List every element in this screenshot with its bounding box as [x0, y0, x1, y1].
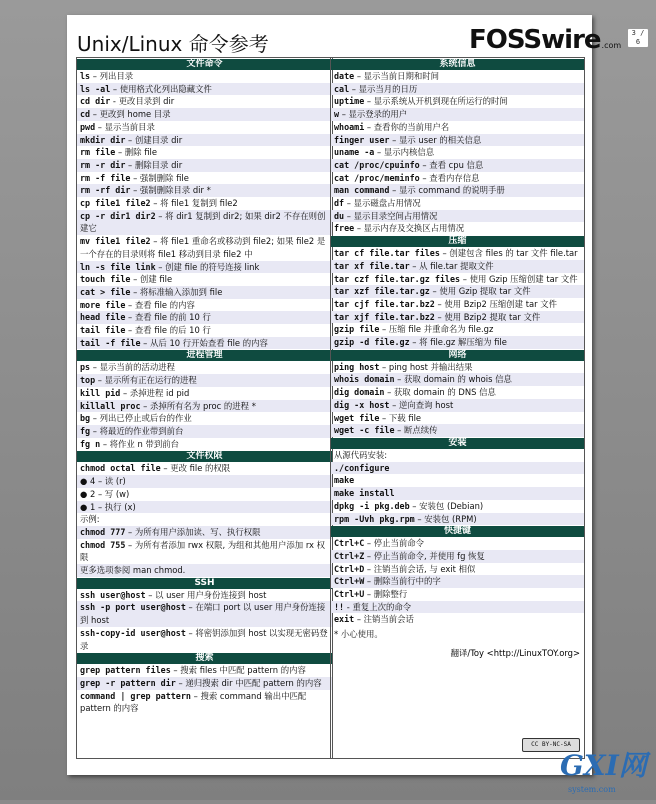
- command-text: rm -f file: [80, 172, 131, 183]
- section-header: 网络: [331, 350, 584, 361]
- section-header: SSH: [77, 578, 332, 589]
- command-text: top: [80, 375, 96, 386]
- command-row: [77, 627, 332, 652]
- command-description: – ping host 并输出结果: [379, 361, 473, 372]
- command-row: [77, 425, 332, 438]
- command-text: whois domain: [334, 374, 395, 385]
- command-description: – 在端口 port 以 user 用户身份连接到 host: [80, 602, 326, 626]
- section-rows: [77, 70, 332, 349]
- command-text: dpkg -i pkg.deb: [334, 500, 410, 511]
- command-row: [331, 70, 584, 83]
- command-row: [331, 613, 584, 626]
- command-description: – 显示内存及交换区占用情况: [354, 223, 465, 234]
- brand-name: FOSSwire: [469, 25, 601, 55]
- command-text: man command: [334, 185, 390, 196]
- command-description: – 从 file.tar 提取文件: [409, 260, 494, 271]
- command-description: - 更改目录到 dir: [110, 96, 175, 107]
- section-header: 系统信息: [331, 59, 584, 70]
- command-description: – 将 dir1 复制到 dir2; 如果 dir2 不存在则创建它: [80, 210, 326, 234]
- command-row: [77, 462, 332, 475]
- page-indicator[interactable]: 3 / 6: [627, 28, 649, 48]
- command-description: – 查看你的当前用户名: [364, 121, 450, 132]
- command-description: – 注销当前会话, 与 exit 相似: [364, 563, 476, 574]
- command-description: – 使用 Gzip 提取 tar 文件: [429, 286, 531, 297]
- command-description: – 以 user 用户身份连接到 host: [145, 589, 267, 600]
- command-row: [77, 664, 332, 677]
- command-row: [331, 537, 584, 550]
- command-text: chmod octal file: [80, 463, 161, 474]
- command-description: – 使用格式化列出隐藏文件: [110, 83, 212, 94]
- command-description: – 查看 file 的前 10 行: [125, 312, 211, 323]
- command-text: du: [334, 210, 345, 221]
- command-description: – 使用 Bzip2 压缩创建 tar 文件: [434, 298, 557, 309]
- command-description: – 逆向查询 host: [389, 399, 454, 410]
- command-description: – 查看内存信息: [419, 172, 480, 183]
- section-header: 快捷键: [331, 526, 584, 537]
- command-row: [77, 690, 332, 715]
- command-text: Ctrl+D: [334, 563, 365, 574]
- command-row: [331, 449, 584, 462]
- command-description: – 将 file.gz 解压缩为 file: [409, 337, 507, 348]
- command-row: [77, 261, 332, 274]
- command-row: [77, 299, 332, 312]
- command-text: tar cf file.tar files: [334, 248, 440, 259]
- command-row: [331, 563, 584, 576]
- command-row: [77, 235, 332, 260]
- command-row: [77, 146, 332, 159]
- command-description: – 显示 command 的说明手册: [389, 185, 505, 196]
- command-description: – 更改 file 的权限: [160, 463, 231, 474]
- command-description: – 列出目录: [90, 71, 134, 81]
- command-row: [331, 373, 584, 386]
- command-description: – 显示 user 的相关信息: [389, 134, 482, 145]
- command-row: [77, 513, 332, 526]
- command-text: bg: [80, 413, 91, 424]
- command-text: fg: [80, 425, 91, 436]
- command-text: dig domain: [334, 387, 385, 398]
- command-description: – 搜索 files 中匹配 pattern 的内容: [170, 665, 306, 676]
- command-description: – 创建 file 的符号连接 link: [155, 261, 260, 272]
- command-row: [77, 184, 332, 197]
- command-description: – 安装包 (Debian): [409, 500, 484, 511]
- command-description: – 将标准输入添加到 file: [130, 286, 223, 297]
- section-rows: [331, 361, 584, 437]
- command-description: – 使用 Gzip 压缩创建 tar 文件: [460, 273, 578, 284]
- command-description: ● 2 – 写 (w): [80, 488, 130, 499]
- command-text: Ctrl+U: [334, 589, 365, 600]
- command-description: – 显示登录的用户: [339, 109, 408, 120]
- command-row: [77, 589, 332, 602]
- command-row: [77, 539, 332, 564]
- command-text: ssh -p port user@host: [80, 602, 186, 613]
- command-row: [77, 210, 332, 235]
- brand-logo: [469, 25, 621, 55]
- command-row: [331, 222, 584, 235]
- command-row: [77, 159, 332, 172]
- command-row: [331, 550, 584, 563]
- command-description: – 为所有者添加 rwx 权限, 为组和其他用户添加 rx 权限: [80, 539, 326, 563]
- command-text: chmod 755: [80, 539, 126, 550]
- command-text: Ctrl+W: [334, 576, 365, 587]
- command-row: [77, 412, 332, 425]
- command-row: [331, 513, 584, 526]
- command-row: [77, 374, 332, 387]
- command-row: [77, 337, 332, 350]
- command-text: touch file: [80, 274, 131, 285]
- command-row: [331, 575, 584, 588]
- command-row: [331, 311, 584, 324]
- command-text: make install: [334, 488, 395, 499]
- command-description: – 获取 domain 的 whois 信息: [394, 374, 512, 385]
- command-row: [77, 501, 332, 514]
- command-text: ls -al: [80, 83, 111, 94]
- command-row: [331, 462, 584, 475]
- command-description: – 将作业 n 带到前台: [100, 438, 179, 449]
- command-text: cd dir: [80, 96, 111, 107]
- command-text: pwd: [80, 121, 96, 132]
- command-description: – 将 file1 重命名或移动到 file2; 如果 file2 是一个存在的目录则将 file1 移动到目录 file2 中: [80, 236, 326, 259]
- command-text: tar xjf file.tar.bz2: [334, 311, 435, 322]
- command-description: – 将 file1 复制到 file2: [150, 198, 238, 209]
- command-row: [331, 108, 584, 121]
- command-row: [331, 386, 584, 399]
- section-rows: [77, 462, 332, 576]
- command-row: [77, 677, 332, 690]
- command-text: dig -x host: [334, 399, 390, 410]
- command-text: mv file1 file2: [80, 236, 151, 247]
- command-text: whoami: [334, 121, 365, 132]
- command-text: more file: [80, 299, 126, 310]
- command-description: – 更改到 home 目录: [90, 109, 171, 120]
- section-rows: [331, 247, 584, 349]
- command-text: w: [334, 109, 340, 120]
- command-description: – 杀掉所有名为 proc 的进程 *: [140, 400, 256, 411]
- command-row: [77, 108, 332, 121]
- command-row: [331, 424, 584, 437]
- command-row: [331, 323, 584, 336]
- command-text: head file: [80, 312, 126, 323]
- command-row: [77, 564, 332, 577]
- command-text: tail -f file: [80, 337, 141, 348]
- command-row: [77, 273, 332, 286]
- command-text: cat /proc/meminfo: [334, 172, 420, 183]
- command-row: [77, 197, 332, 210]
- command-description: – 删除当前行中的字: [364, 576, 441, 587]
- command-text: ln -s file link: [80, 261, 156, 272]
- command-row: [77, 172, 332, 185]
- command-text: tar xf file.tar: [334, 260, 410, 271]
- section-rows: [331, 70, 584, 235]
- command-text: ssh-copy-id user@host: [80, 627, 186, 638]
- command-description: – 强制删除目录 dir *: [130, 185, 211, 196]
- left-column: [76, 57, 333, 759]
- command-row: [77, 83, 332, 96]
- command-row: [331, 361, 584, 374]
- command-text: ping host: [334, 361, 380, 372]
- command-row: [77, 134, 332, 147]
- command-description: 更多选项参阅 man chmod.: [80, 565, 186, 576]
- section-header: 压缩: [331, 236, 584, 247]
- command-text: uname -a: [334, 147, 375, 158]
- command-text: make: [334, 475, 355, 486]
- command-text: ./configure: [334, 462, 390, 473]
- command-text: tar xzf file.tar.gz: [334, 286, 430, 297]
- command-description: – 显示系统从开机到现在所运行的时间: [364, 96, 508, 107]
- command-text: grep pattern files: [80, 665, 171, 676]
- command-text: tail file: [80, 325, 126, 336]
- command-text: rpm -Uvh pkg.rpm: [334, 513, 415, 524]
- command-row: [331, 500, 584, 513]
- command-row: [77, 387, 332, 400]
- command-text: exit: [334, 614, 355, 625]
- command-description: – 停止当前命令: [364, 538, 425, 549]
- command-description: – 将最近的作业带到前台: [90, 425, 184, 436]
- command-text: rm -r dir: [80, 159, 126, 170]
- brand-suffix: .com: [601, 41, 622, 50]
- command-description: – 显示当前日期和时间: [354, 71, 440, 81]
- command-row: [331, 121, 584, 134]
- command-text: ssh user@host: [80, 589, 146, 600]
- command-row: [331, 159, 584, 172]
- document-page: [67, 15, 622, 775]
- section-rows: [77, 589, 332, 653]
- command-description: – 查看 file 的内容: [125, 299, 195, 310]
- command-description: – 显示当月的日历: [349, 83, 418, 94]
- command-row: [331, 273, 584, 286]
- command-description: - 重复上次的命令: [344, 601, 412, 612]
- command-row: [331, 298, 584, 311]
- command-row: [331, 487, 584, 500]
- command-row: [77, 475, 332, 488]
- command-description: – 查看 cpu 信息: [419, 159, 484, 170]
- command-description: – 注销当前会话: [354, 614, 414, 625]
- command-row: [77, 70, 332, 83]
- command-description: – 查看 file 的后 10 行: [125, 325, 211, 336]
- command-text: ls: [80, 71, 91, 81]
- command-row: [77, 526, 332, 539]
- command-row: [331, 588, 584, 601]
- command-text: df: [334, 198, 345, 209]
- command-description: – 创建 file: [130, 274, 173, 285]
- command-description: – 递归搜索 dir 中匹配 pattern 的内容: [175, 677, 322, 688]
- section-rows: [331, 449, 584, 525]
- command-text: command | grep pattern: [80, 690, 191, 701]
- command-text: kill pid: [80, 387, 121, 398]
- command-row: [77, 438, 332, 451]
- command-description: – 显示当前目录: [95, 121, 155, 132]
- command-description: – 删除整行: [364, 589, 408, 600]
- command-description: – 将密钥添加到 host 以实现无密码登录: [80, 627, 328, 651]
- command-row: [331, 184, 584, 197]
- command-row: [331, 412, 584, 425]
- command-description: – 创建目录 dir: [125, 134, 183, 145]
- command-row: [331, 134, 584, 147]
- command-text: free: [334, 223, 355, 234]
- command-row: [331, 83, 584, 96]
- command-text: !!: [334, 601, 345, 612]
- command-description: – 强制删除 file: [130, 172, 189, 183]
- command-row: [331, 601, 584, 614]
- command-text: cp -r dir1 dir2: [80, 210, 156, 221]
- command-text: gzip file: [334, 324, 380, 335]
- command-row: [77, 324, 332, 337]
- command-description: – 获取 domain 的 DNS 信息: [384, 387, 496, 398]
- section-header: 安装: [331, 438, 584, 449]
- command-description: – 安装包 (RPM): [414, 513, 477, 524]
- section-rows: [331, 537, 584, 626]
- command-text: cal: [334, 83, 350, 94]
- command-row: [331, 399, 584, 412]
- command-row: [77, 95, 332, 108]
- command-text: tar czf file.tar.gz files: [334, 273, 461, 284]
- command-text: rm -rf dir: [80, 185, 131, 196]
- command-description: – 停止当前命令, 并使用 fg 恢复: [364, 550, 485, 561]
- command-description: – 显示所有正在运行的进程: [95, 375, 197, 386]
- section-header: 文件权限: [77, 451, 332, 462]
- command-text: rm file: [80, 147, 116, 158]
- command-text: mkdir dir: [80, 134, 126, 145]
- command-description: – 删除目录 dir: [125, 159, 183, 170]
- translator-credit: 翻译/Toy <http://LinuxTOY.org>: [450, 647, 580, 658]
- command-description: ● 4 – 读 (r): [80, 476, 126, 487]
- command-row: [331, 285, 584, 298]
- command-description: 示例:: [80, 514, 100, 525]
- section-rows: [77, 361, 332, 450]
- command-description: 从源代码安装:: [334, 449, 388, 460]
- command-row: [331, 260, 584, 273]
- command-row: [331, 336, 584, 349]
- command-text: cp file1 file2: [80, 198, 151, 209]
- command-text: Ctrl+Z: [334, 550, 365, 561]
- command-row: [331, 172, 584, 185]
- command-row: [77, 121, 332, 134]
- command-text: uptime: [334, 96, 365, 107]
- command-row: [77, 400, 332, 413]
- license-badge: CC BY-NC-SA: [522, 738, 580, 752]
- command-row: [331, 474, 584, 487]
- command-description: – 使用 Bzip2 提取 tar 文件: [434, 311, 541, 322]
- command-row: [77, 601, 332, 626]
- command-description: – 从后 10 行开始查看 file 的内容: [140, 337, 268, 348]
- command-description: – 显示目录空间占用情况: [344, 210, 438, 221]
- command-row: [77, 286, 332, 299]
- command-description: – 显示磁盘占用情况: [344, 198, 421, 209]
- command-text: cd: [80, 109, 91, 120]
- command-row: [331, 146, 584, 159]
- section-header: 搜索: [77, 653, 332, 664]
- command-description: – 显示当前的活动进程: [90, 362, 175, 373]
- command-row: [331, 210, 584, 223]
- command-description: – 显示内核信息: [374, 147, 435, 158]
- command-description: ● 1 – 执行 (x): [80, 501, 136, 512]
- section-header: 文件命令: [77, 59, 332, 70]
- command-row: [77, 311, 332, 324]
- command-row: [331, 247, 584, 260]
- command-text: wget -c file: [334, 425, 395, 436]
- command-text: fg n: [80, 438, 101, 449]
- command-text: date: [334, 71, 355, 81]
- command-row: [77, 361, 332, 374]
- command-description: – 为所有用户添加读、写、执行权限: [125, 526, 261, 537]
- command-row: [331, 95, 584, 108]
- command-row: [331, 197, 584, 210]
- command-text: gzip -d file.gz: [334, 337, 410, 348]
- command-description: – 搜索 command 输出中匹配 pattern 的内容: [80, 690, 309, 714]
- command-text: Ctrl+C: [334, 538, 365, 549]
- command-text: chmod 777: [80, 526, 126, 537]
- command-description: – 删除 file: [115, 147, 157, 158]
- section-header: 进程管理: [77, 350, 332, 361]
- command-text: cat > file: [80, 286, 131, 297]
- command-text: finger user: [334, 134, 390, 145]
- command-description: – 列出已停止或后台的作业: [90, 413, 192, 424]
- command-text: ps: [80, 362, 91, 373]
- page-title: Unix/Linux 命令参考: [77, 32, 269, 56]
- command-text: grep -r pattern dir: [80, 677, 176, 688]
- command-text: killall proc: [80, 400, 141, 411]
- command-text: cat /proc/cpuinfo: [334, 159, 420, 170]
- command-description: – 杀掉进程 id pid: [120, 387, 190, 398]
- command-text: tar cjf file.tar.bz2: [334, 298, 435, 309]
- footnote: * 小心使用。: [334, 629, 383, 640]
- right-column: [330, 57, 585, 759]
- section-rows: [77, 664, 332, 715]
- watermark-logo: GXI网 system.com: [560, 749, 647, 794]
- command-description: – 断点续传: [394, 425, 438, 436]
- command-text: wget file: [334, 412, 380, 423]
- command-description: – 创建包含 files 的 tar 文件 file.tar: [439, 248, 578, 259]
- command-description: – 下载 file: [379, 412, 422, 423]
- command-row: [77, 488, 332, 501]
- command-description: – 压缩 file 并重命名为 file.gz: [379, 324, 494, 335]
